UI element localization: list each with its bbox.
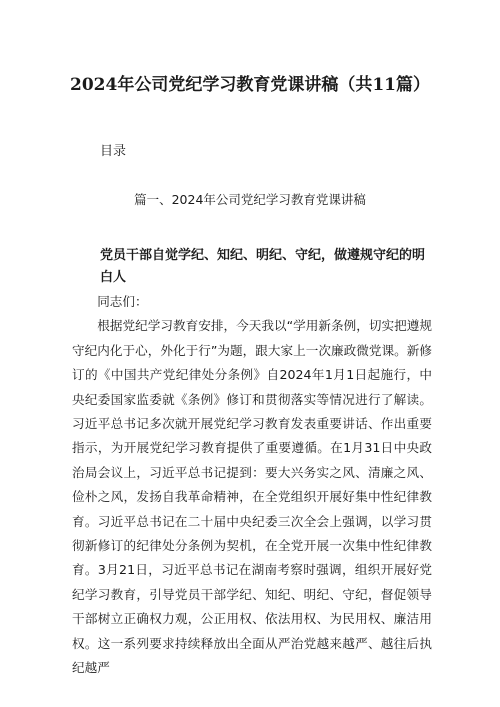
chapter-one-title: 篇一、2024年公司党纪学习教育党课讲稿: [134, 192, 366, 207]
speech-title: 党员干部自觉学纪、知纪、明纪、守纪，做遵规守纪的明白人: [100, 248, 426, 285]
table-of-contents-heading: 目录: [100, 144, 127, 159]
document-title: 2024年公司党纪学习教育党课讲稿（共11篇）: [70, 75, 430, 95]
body-text: [72, 290, 432, 681]
salutation: 同志们：: [97, 294, 148, 309]
body-paragraph: 根据党纪学习教育安排，今天我以“学用新条例，切实把遵规守纪内化于心，外化于行”为题，跟大家上一次廉政微党课。新修订的《中国共产党纪律处分条例》自2024年1月1日起施行，中央纪委国家监委就《条例》修订和贯彻落实等情况进行了解读。习近平总书记多次就开展党纪学习教育发表重要讲话、作出重要指示，为开展党纪学习教育提供了重要遵循。在1月31日中央政治局会议上，习近平总书记提到：要大兴务实之风、清廉之风、俭朴之风，发扬自我革命精神，在全党组织开展好集中性纪律教育。习近平总书记在二十届中央纪委三次全会上强调，以学习贯彻新修订的纪律处分条例为契机，在全党开展一次集中性纪律教育。3月21日，习近平总书记在湖南考察时强调，组织开展好党纪学习教育，引导党员干部学纪、知纪、明纪、守纪，督促领导干部树立正确权力观，公正用权、依法用权、为民用权、廉洁用权。这一系列要求持续释放出全面从严治党越来越严、越往后执纪越严: [72, 318, 432, 676]
